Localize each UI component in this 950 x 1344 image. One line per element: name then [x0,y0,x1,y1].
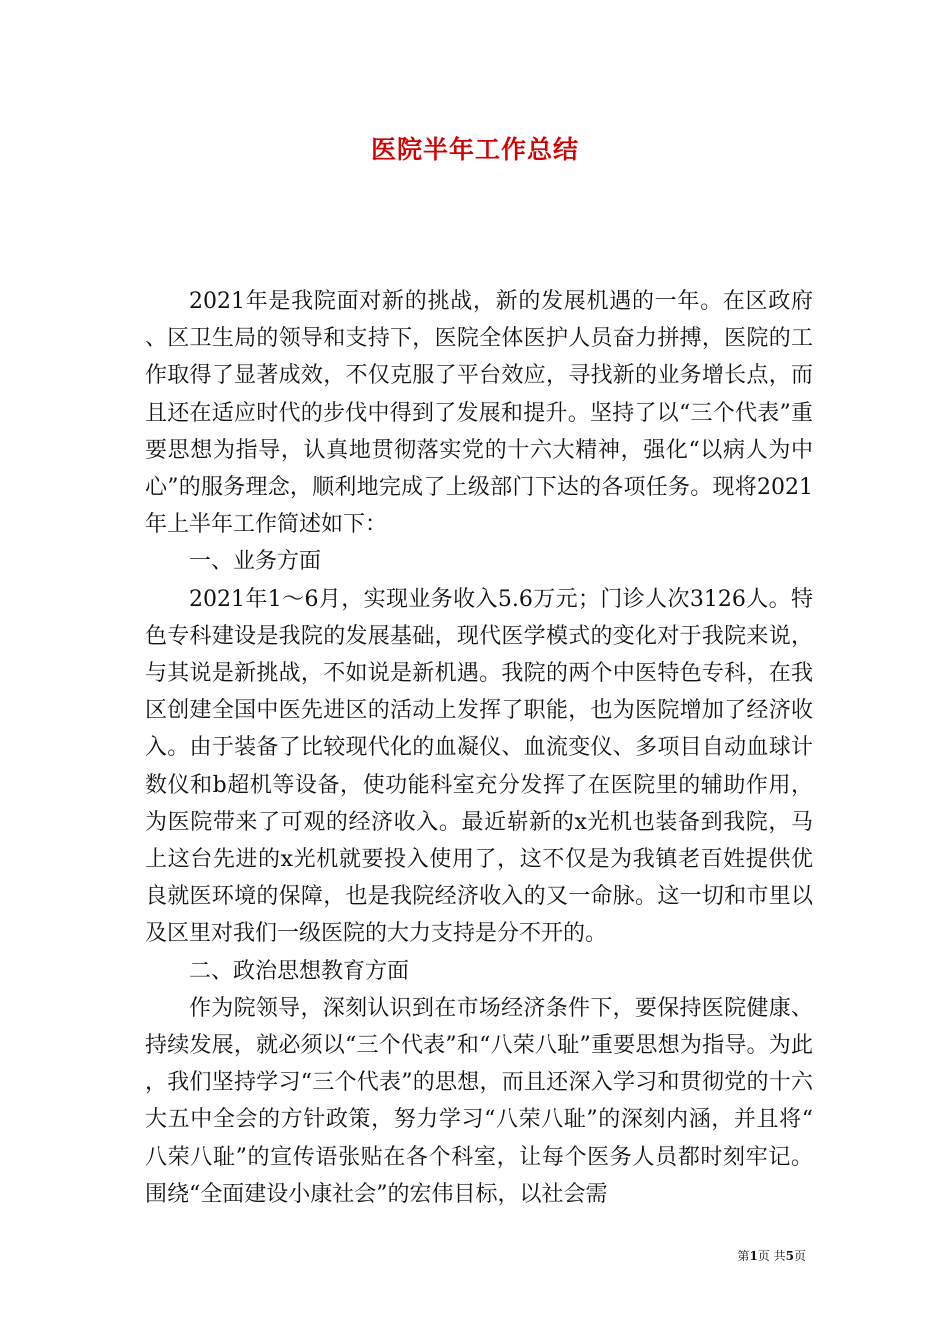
section-heading-business: 一、业务方面 [189,549,322,575]
business-paragraph: 2021年1～6月，实现业务收入5.6万元；门诊人次3126人。特色专科建设是我院的发展基础，现代医学模式的变化对于我院来说，与其说是新挑战，不如说是新机遇。我院的两个中医特色专科，在我区创建全国中医先进区的活动上发挥了职能，也为医院增加了经济收入。由于装备了比较现代化的血凝仪、血流变仪、多项目自动血球计数仪和b超机等设备，使功能科室充分发挥了在医院里的辅助作用，为医院带来了可观的经济收入。最近崭新的x光机也装备到我院，马上这台先进的x光机就要投入使用了，这不仅是为我镇老百姓提供优良就医环境的保障，也是我院经济收入的又一命脉。这一切和市里以及区里对我们一级医院的大力支持是分不开的。 [145,586,813,947]
total-pages-number: 5 [785,1249,794,1263]
document-title: 医院半年工作总结 [370,135,579,164]
political-education-paragraph: 作为院领导，深刻认识到在市场经济条件下，要保持医院健康、持续发展，就必须以“三个代表”和“八荣八耻”重要思想为指导。为此，我们坚持学习“三个代表”的思想，而且还深入学习和贯彻党的十六大五中全会的方针政策，努力学习“八荣八耻”的深刻内涵，并且将“八荣八耻”的宣传语张贴在各个科室，让每个医务人员都时刻牢记。围绕“全面建设小康社会”的宏伟目标，以社会需 [145,995,813,1207]
current-page-number: 1 [749,1249,758,1263]
section-heading-political-education: 二、政治思想教育方面 [189,958,410,984]
footer-middle: 页 共 [757,1249,786,1263]
document-body [145,283,813,1213]
footer-prefix: 第 [737,1249,750,1263]
page-number-footer [737,1248,806,1264]
intro-paragraph: 2021年是我院面对新的挑战，新的发展机遇的一年。在区政府、区卫生局的领导和支持下，医院全体医护人员奋力拼搏，医院的工作取得了显著成效，不仅克服了平台效应，寻找新的业务增长点，而且还在适应时代的步伐中得到了发展和提升。坚持了以“三个代表”重要思想为指导，认真地贯彻落实党的十六大精神，强化“以病人为中心”的服务理念，顺利地完成了上级部门下达的各项任务。现将2021年上半年工作简述如下： [145,289,813,538]
footer-suffix: 页 [793,1249,806,1263]
